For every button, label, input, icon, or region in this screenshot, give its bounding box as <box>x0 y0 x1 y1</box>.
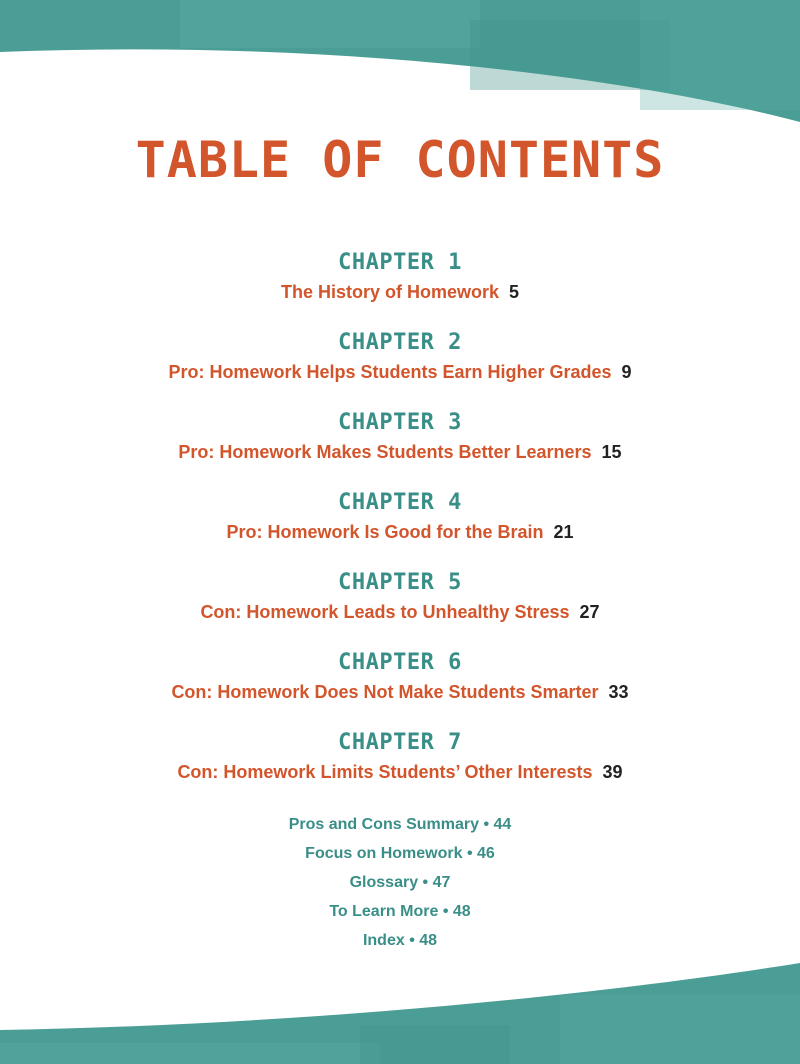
chapter-line <box>0 358 800 386</box>
bottom-decorative-band <box>0 955 800 1064</box>
chapter-page: 21 <box>553 522 574 542</box>
chapter-entry <box>0 568 800 648</box>
chapter-label: CHAPTER 7 <box>338 730 462 755</box>
back-matter-list <box>0 810 800 955</box>
chapter-line <box>0 278 800 306</box>
chapter-label: CHAPTER 6 <box>338 650 462 675</box>
page-title: TABLE OF CONTENTS <box>135 131 665 189</box>
chapter-title: Con: Homework Limits Students’ Other Interests <box>177 762 593 782</box>
chapter-title: Con: Homework Leads to Unhealthy Stress <box>200 602 570 622</box>
chapter-entry <box>0 328 800 408</box>
chapter-title: Con: Homework Does Not Make Students Smarter <box>171 682 599 702</box>
chapter-list <box>0 248 800 808</box>
chapter-entry <box>0 248 800 328</box>
back-matter-item: Index • 48 <box>362 932 438 949</box>
chapter-title: The History of Homework <box>280 282 499 302</box>
chapter-line <box>0 438 800 466</box>
chapter-label: CHAPTER 1 <box>338 250 462 275</box>
chapter-page: 9 <box>621 362 632 382</box>
chapter-label: CHAPTER 5 <box>338 570 462 595</box>
top-decorative-band <box>0 0 800 130</box>
chapter-title: Pro: Homework Is Good for the Brain <box>226 522 544 542</box>
chapter-label: CHAPTER 3 <box>338 410 462 435</box>
chapter-line <box>0 518 800 546</box>
chapter-label: CHAPTER 4 <box>338 490 462 515</box>
chapter-title: Pro: Homework Helps Students Earn Higher Grades <box>168 362 612 382</box>
back-matter-item: Glossary • 47 <box>349 874 451 891</box>
chapter-page: 39 <box>602 762 623 782</box>
chapter-entry <box>0 728 800 808</box>
chapter-label: CHAPTER 2 <box>338 330 462 355</box>
chapter-entry <box>0 408 800 488</box>
chapter-title: Pro: Homework Makes Students Better Learners <box>178 442 592 462</box>
back-matter-item: To Learn More • 48 <box>329 903 471 920</box>
chapter-line <box>0 758 800 786</box>
chapter-line <box>0 678 800 706</box>
chapter-page: 27 <box>579 602 600 622</box>
chapter-page: 5 <box>509 282 520 302</box>
back-matter-item: Pros and Cons Summary • 44 <box>288 816 512 833</box>
chapter-line <box>0 598 800 626</box>
chapter-entry <box>0 488 800 568</box>
chapter-page: 15 <box>601 442 622 462</box>
chapter-entry <box>0 648 800 728</box>
back-matter-item: Focus on Homework • 46 <box>305 845 495 862</box>
chapter-page: 33 <box>608 682 629 702</box>
